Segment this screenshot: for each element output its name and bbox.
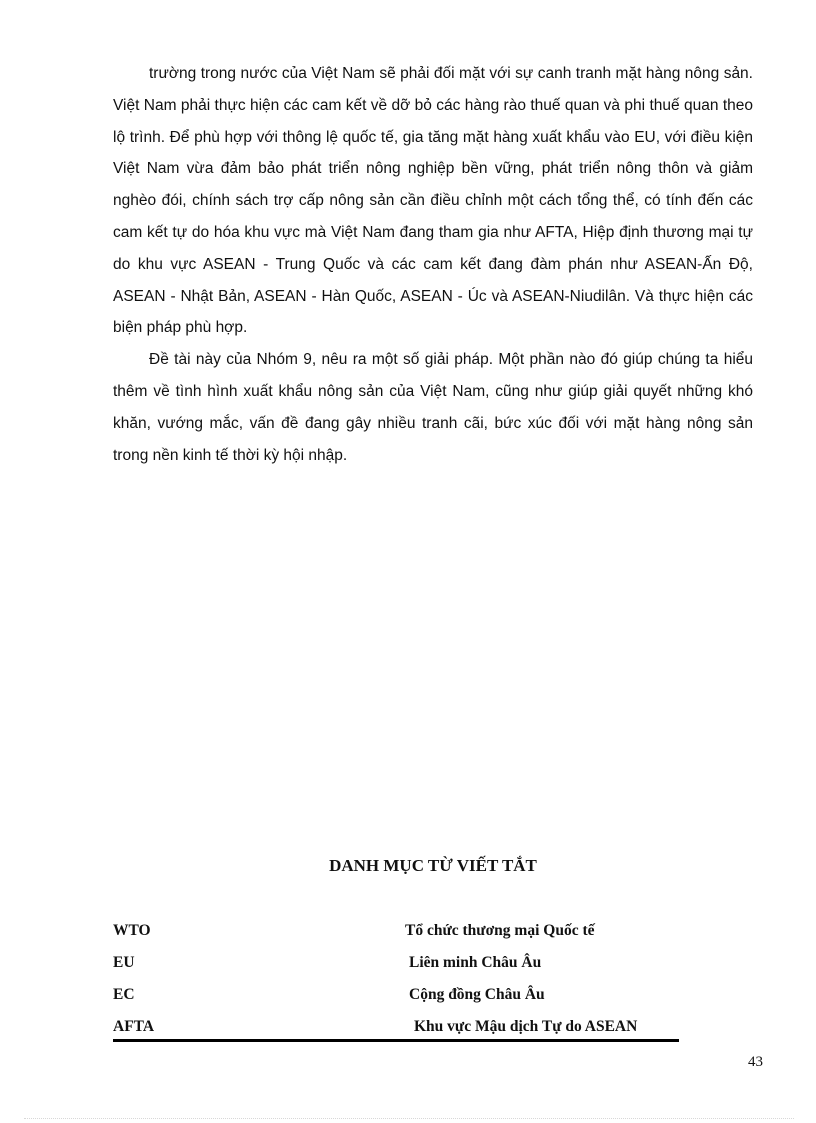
- abbreviation-code: WTO: [113, 922, 151, 939]
- abbreviation-code: EC: [113, 986, 135, 1003]
- abbreviation-description: Tổ chức thương mại Quốc tế: [405, 922, 595, 939]
- abbreviation-row: [113, 952, 679, 984]
- page-bottom-edge: [24, 1118, 794, 1119]
- abbreviations-table: [113, 920, 679, 1048]
- table-bottom-rule: [113, 1039, 679, 1042]
- abbreviations-heading: DANH MỤC TỪ VIẾT TẮT: [329, 856, 537, 875]
- abbreviation-code: EU: [113, 954, 135, 971]
- abbreviation-row: [113, 1016, 679, 1048]
- abbreviation-code: AFTA: [113, 1018, 155, 1035]
- abbreviation-row: [113, 920, 679, 952]
- body-text: [113, 58, 753, 471]
- abbreviation-description: Liên minh Châu Âu: [409, 954, 542, 971]
- page-number: 43: [748, 1054, 763, 1070]
- abbreviation-description: Cộng đồng Châu Âu: [409, 986, 545, 1003]
- paragraph-1: trường trong nước của Việt Nam sẽ phải đối mặt với sự canh tranh mặt hàng nông sản. Việt Nam phải thực hiện các cam kết về dỡ bỏ các hàng rào thuế quan và phi thuế quan theo lộ trình. Để phù hợp với thông lệ quốc tế, gia tăng mặt hàng xuất khẩu vào EU, với điều kiện Việt Nam vừa đảm bảo phát triển nông nghiệp bền vững, phát triển nông thôn và giảm nghèo đói, chính sách trợ cấp nông sản cần điều chỉnh một cách tổng thể, có tính đến các cam kết tự do hóa khu vực mà Việt Nam đang tham gia như AFTA, Hiệp định thương mại tự do khu vực ASEAN - Trung Quốc và các cam kết đang đàm phán như ASEAN-Ấn Độ, ASEAN - Nhật Bản, ASEAN - Hàn Quốc, ASEAN - Úc và ASEAN-Niudilân. Và thực hiện các biện pháp phù hợp.: [113, 65, 753, 337]
- abbreviation-row: [113, 984, 679, 1016]
- paragraph-2: Đề tài này của Nhóm 9, nêu ra một số giải pháp. Một phần nào đó giúp chúng ta hiểu thêm về tình hình xuất khẩu nông sản của Việt Nam, cũng như giúp giải quyết những khó khăn, vướng mắc, vấn đề đang gây nhiều tranh cãi, bức xúc đối với mặt hàng nông sản trong nền kinh tế thời kỳ hội nhập.: [113, 351, 753, 464]
- abbreviation-description: Khu vực Mậu dịch Tự do ASEAN: [414, 1018, 638, 1035]
